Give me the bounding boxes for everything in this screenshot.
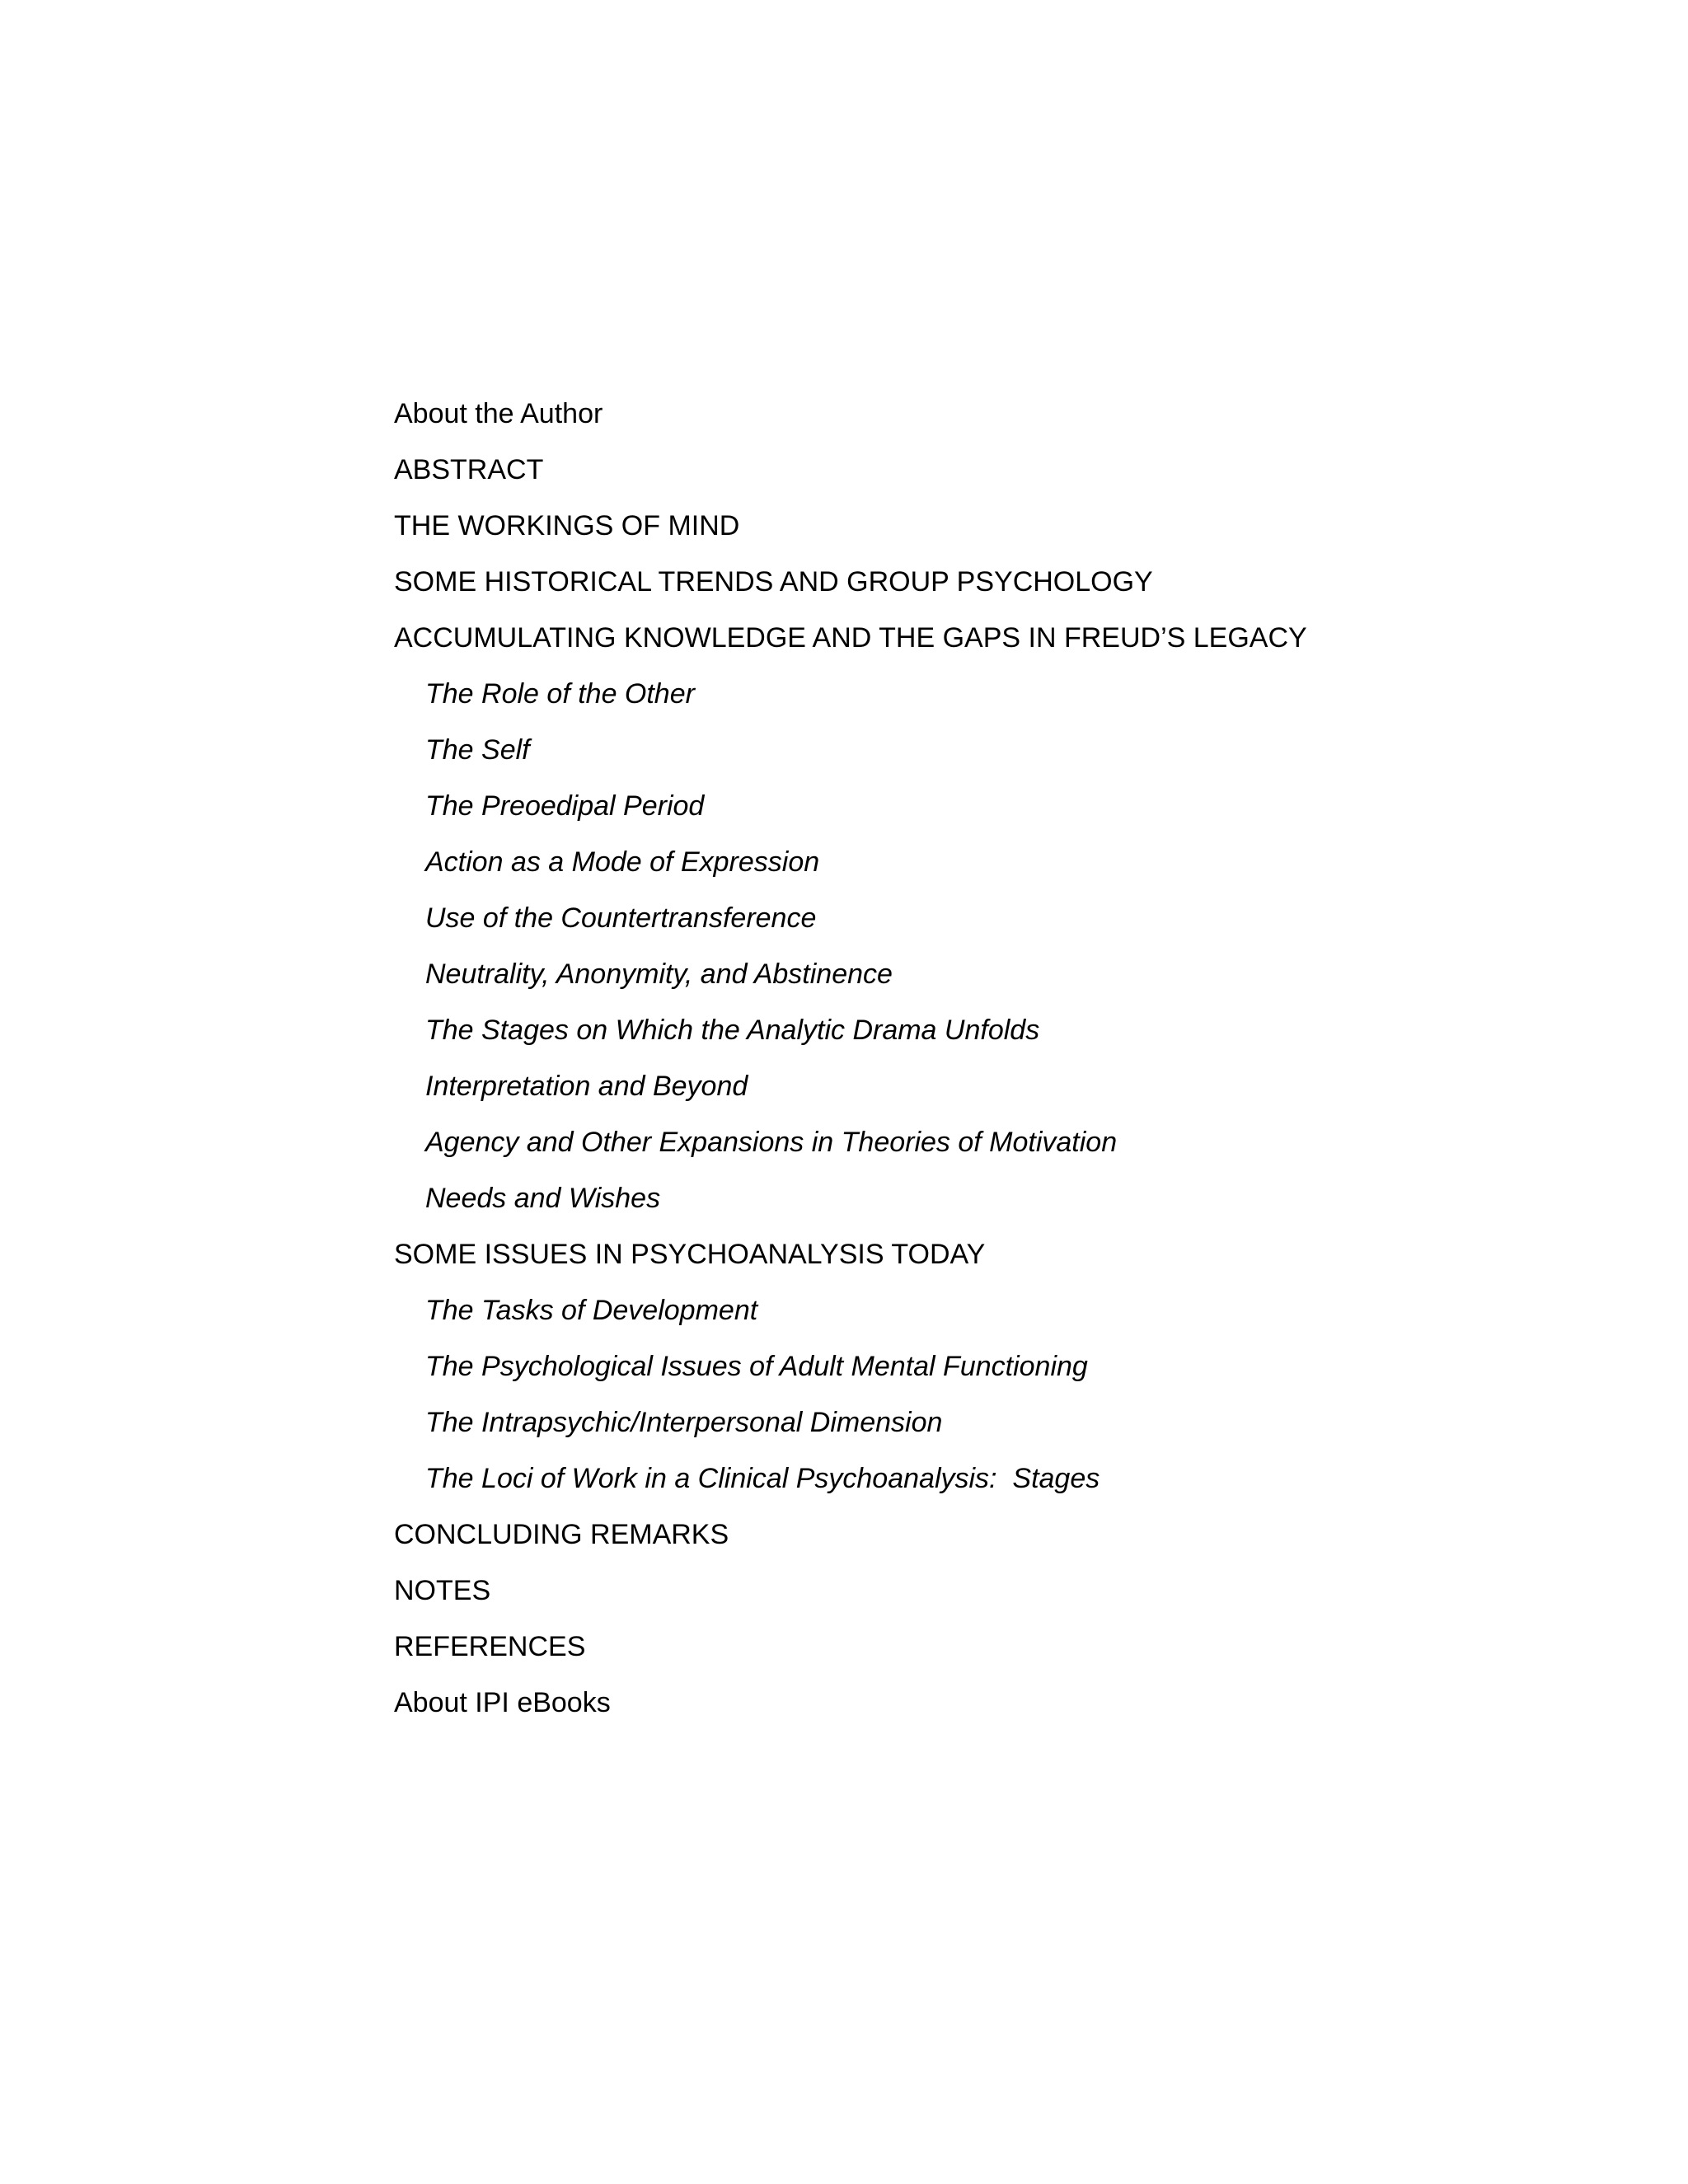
- toc-entry-references[interactable]: REFERENCES: [394, 1631, 586, 1662]
- table-of-contents: [394, 386, 1307, 1731]
- toc-entry-about-ipi-ebooks[interactable]: About IPI eBooks: [394, 1687, 611, 1718]
- toc-entry-about-the-author[interactable]: About the Author: [394, 398, 603, 429]
- toc-subentry-intrapsychic-interpersonal[interactable]: The Intrapsychic/Interpersonal Dimension: [425, 1407, 943, 1438]
- toc-subentry-action-as-expression[interactable]: Action as a Mode of Expression: [425, 846, 820, 878]
- toc-subentry-role-of-the-other[interactable]: The Role of the Other: [425, 678, 695, 710]
- toc-entry-historical-trends[interactable]: SOME HISTORICAL TRENDS AND GROUP PSYCHOLOGY: [394, 566, 1153, 598]
- toc-entry-accumulating-knowledge[interactable]: ACCUMULATING KNOWLEDGE AND THE GAPS IN FREUD’S LEGACY: [394, 622, 1307, 654]
- toc-subentry-loci-of-work[interactable]: The Loci of Work in a Clinical Psychoanalysis: Stages: [425, 1463, 1100, 1494]
- toc-entry-concluding-remarks[interactable]: CONCLUDING REMARKS: [394, 1519, 729, 1550]
- toc-subentry-needs-and-wishes[interactable]: Needs and Wishes: [425, 1183, 661, 1214]
- toc-subentry-agency-motivation[interactable]: Agency and Other Expansions in Theories of Motivation: [425, 1127, 1118, 1158]
- toc-subentry-adult-mental-functioning[interactable]: The Psychological Issues of Adult Mental Functioning: [425, 1351, 1088, 1382]
- toc-subentry-neutrality[interactable]: Neutrality, Anonymity, and Abstinence: [425, 958, 893, 990]
- toc-subentry-tasks-of-development[interactable]: The Tasks of Development: [425, 1295, 758, 1326]
- toc-subentry-the-self[interactable]: The Self: [425, 734, 530, 766]
- toc-subentry-countertransference[interactable]: Use of the Countertransference: [425, 902, 817, 934]
- toc-entry-abstract[interactable]: ABSTRACT: [394, 454, 544, 485]
- toc-subentry-stages-analytic-drama[interactable]: The Stages on Which the Analytic Drama Unfolds: [425, 1015, 1040, 1046]
- toc-subentry-interpretation[interactable]: Interpretation and Beyond: [425, 1071, 748, 1102]
- toc-entry-issues-today[interactable]: SOME ISSUES IN PSYCHOANALYSIS TODAY: [394, 1239, 986, 1270]
- toc-entry-workings-of-mind[interactable]: THE WORKINGS OF MIND: [394, 510, 740, 541]
- toc-entry-notes[interactable]: NOTES: [394, 1575, 491, 1606]
- toc-subentry-preoedipal-period[interactable]: The Preoedipal Period: [425, 790, 705, 822]
